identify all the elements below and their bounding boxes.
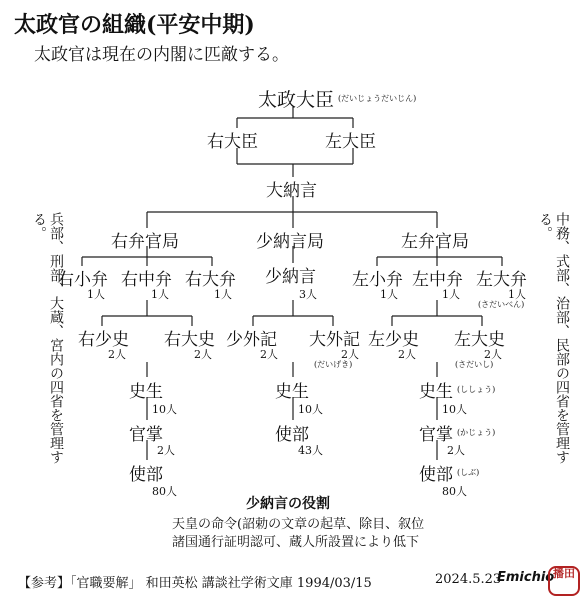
node-dainagon: 大納言 — [266, 181, 317, 201]
count-udaiben: 1人 — [214, 288, 232, 301]
count-daigeki: 2人 — [341, 348, 359, 361]
node-ube-shisho: 史生 — [129, 382, 163, 402]
role-heading: 少納言の役割 — [246, 496, 330, 512]
side-note-right: 中務、式部、治部、民部の四省を管理する。 — [537, 212, 570, 464]
node-ube-shibu: 使部 — [129, 465, 163, 485]
node-ushoben: 右小弁 — [57, 270, 108, 290]
footer-date: 2024.5.23 — [435, 572, 502, 587]
page-subtitle: 太政官は現在の内閣に匹敵する。 — [34, 45, 289, 65]
node-sabe-kansho: 官掌 — [419, 425, 453, 445]
page-title: 太政官の組織(平安中期) — [14, 12, 255, 38]
count-uchuben: 1人 — [151, 288, 169, 301]
node-sabenkankyoku: 左弁官局 — [401, 232, 469, 252]
node-sadaiben: 左大弁 — [476, 270, 527, 290]
node-sashoshi: 左少史 — [368, 330, 419, 350]
count-ube-shibu: 80人 — [152, 485, 177, 498]
count-sashoben: 1人 — [380, 288, 398, 301]
role-line-1: 天皇の命令(詔勅の文章の起草、除目、叙位 — [172, 517, 425, 532]
node-shonagon-shisho: 史生 — [275, 382, 309, 402]
reference-citation: 【参考】「官職要解」 和田英松 講談社学術文庫 1994/03/15 — [18, 576, 372, 591]
node-shonagon-shibu: 使部 — [275, 425, 309, 445]
seal-stamp: 播田 — [548, 566, 580, 596]
node-sabe-shisho: 史生 — [419, 382, 453, 402]
count-udaishi: 2人 — [194, 348, 212, 361]
node-ube-kansho: 官掌 — [129, 425, 163, 445]
count-shogeki: 2人 — [260, 348, 278, 361]
node-shonagonkyoku: 少納言局 — [256, 232, 324, 252]
count-ube-kansho: 2人 — [157, 444, 175, 457]
node-udaiben: 右大弁 — [185, 270, 236, 290]
count-shonagon-shibu: 43人 — [298, 444, 323, 457]
count-sadaishi: 2人 — [484, 348, 502, 361]
node-sadaijin: 左大臣 — [325, 132, 376, 152]
node-uchuben: 右中弁 — [121, 270, 172, 290]
reading-sabe-shisho: (ししょう) — [457, 385, 496, 394]
node-udaishi: 右大史 — [164, 330, 215, 350]
count-shonagon-shisho: 10人 — [298, 403, 323, 416]
node-sadaishi: 左大史 — [454, 330, 505, 350]
count-sabe-kansho: 2人 — [447, 444, 465, 457]
role-line-2: 諸国通行証明認可、蔵人所設置により低下 — [172, 535, 420, 550]
author-signature: Emichio — [497, 570, 555, 585]
count-ube-shisho: 10人 — [152, 403, 177, 416]
reading-daigeki: (だいげき) — [314, 360, 353, 369]
node-shonagon: 少納言 — [265, 267, 316, 287]
reading-sadaishi: (さだいし) — [455, 360, 494, 369]
count-sachuben: 1人 — [442, 288, 460, 301]
count-sadaiben: 1人 — [508, 288, 526, 301]
node-daijo-daijin: 太政大臣 — [258, 89, 335, 111]
node-shogeki: 少外記 — [226, 330, 277, 350]
node-sashoben: 左小弁 — [352, 270, 403, 290]
count-sabe-shisho: 10人 — [442, 403, 467, 416]
reading-daijo-daijin: (だいじょうだいじん) — [338, 94, 417, 103]
node-sachuben: 左中弁 — [412, 270, 463, 290]
node-ushoshi: 右少史 — [78, 330, 129, 350]
node-ubenkankyoku: 右弁官局 — [111, 232, 179, 252]
node-daigeki: 大外記 — [309, 330, 360, 350]
reading-sabe-kansho: (かじょう) — [457, 428, 496, 437]
side-note-left: 兵部、刑部、大蔵、宮内の四省を管理する。 — [31, 212, 64, 464]
reading-sabe-shibu: (しぶ) — [457, 468, 480, 477]
count-shonagon: 3人 — [299, 288, 317, 301]
node-udaijin: 右大臣 — [207, 132, 258, 152]
count-sabe-shibu: 80人 — [442, 485, 467, 498]
count-sashoshi: 2人 — [398, 348, 416, 361]
count-ushoben: 1人 — [87, 288, 105, 301]
node-sabe-shibu: 使部 — [419, 465, 453, 485]
reading-sadaiben: (さだいべん) — [478, 300, 525, 309]
count-ushoshi: 2人 — [108, 348, 126, 361]
